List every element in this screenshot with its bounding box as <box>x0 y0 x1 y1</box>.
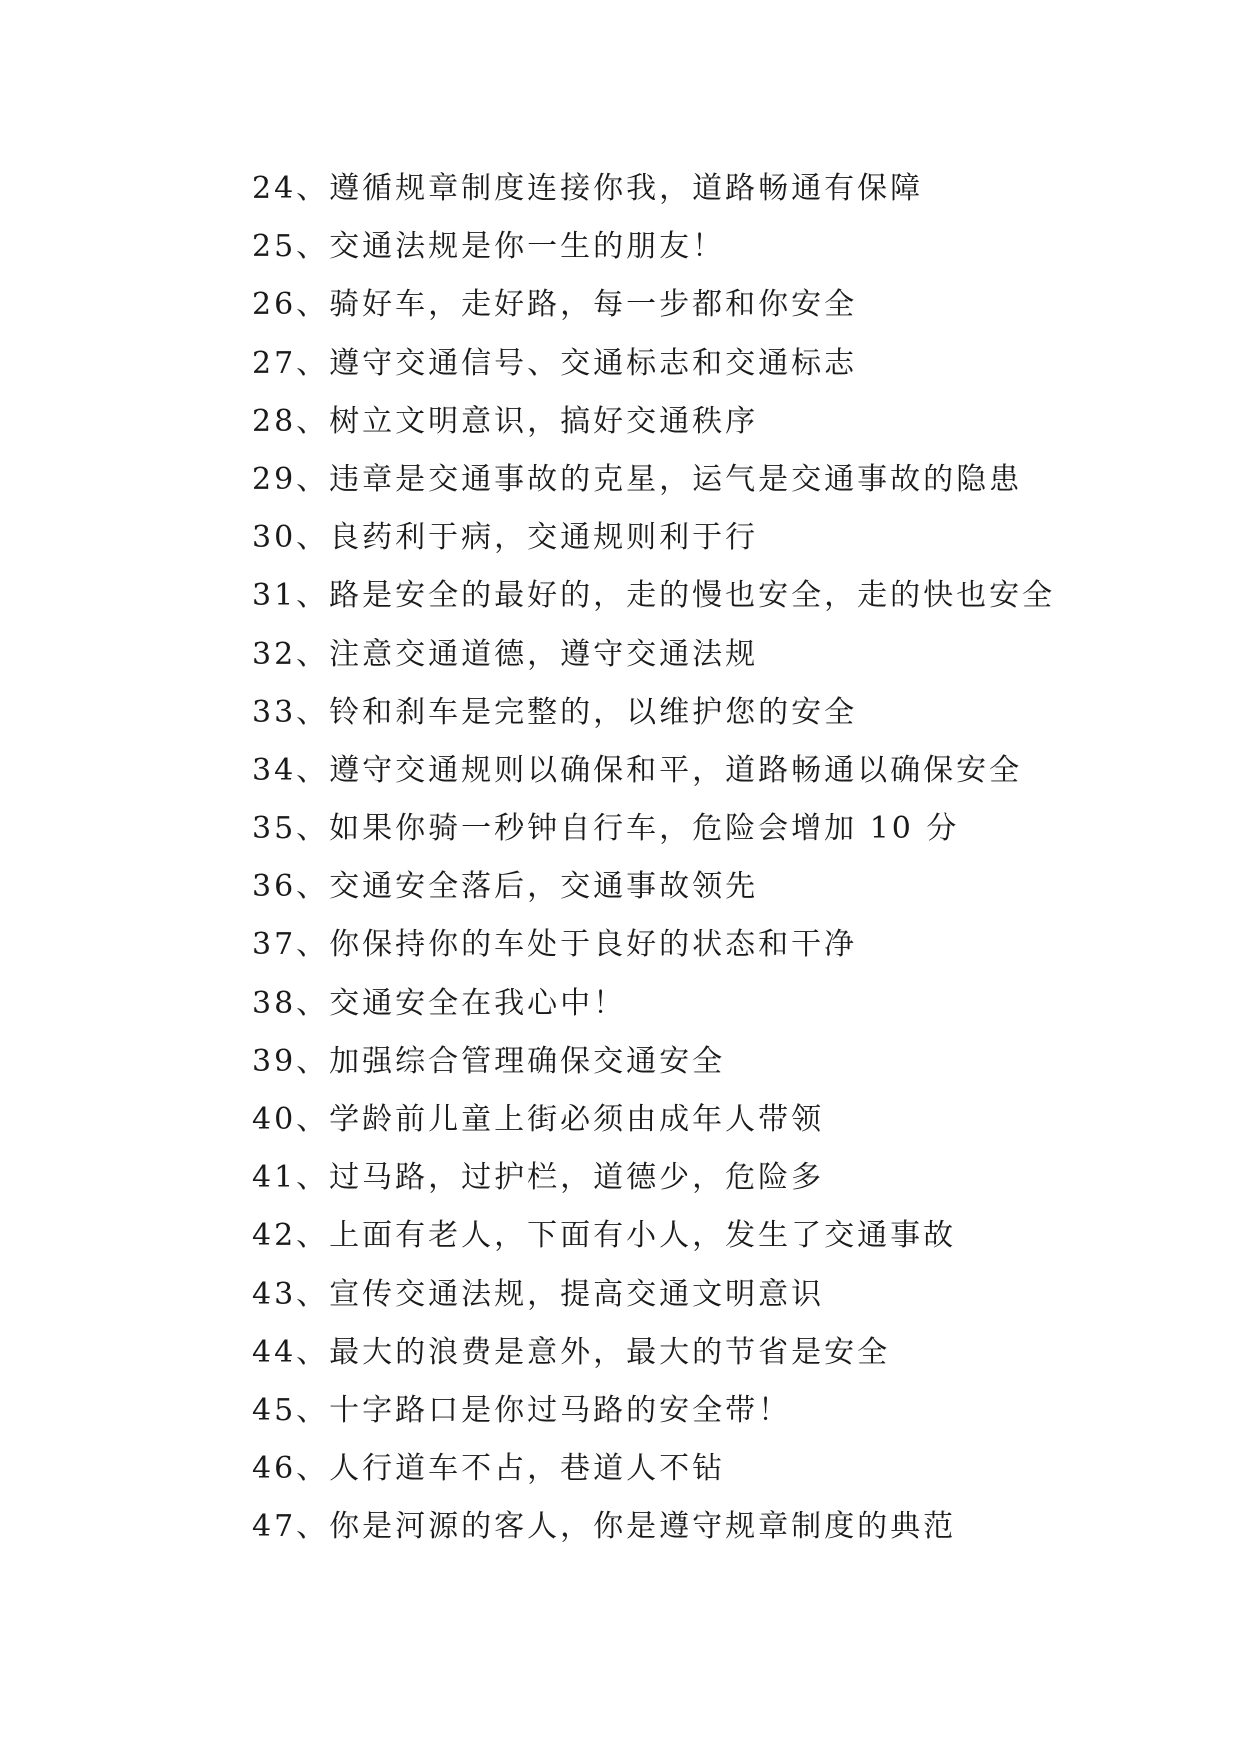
list-item: 34、遵守交通规则以确保和平，道路畅通以确保安全 <box>252 752 1023 788</box>
list-item: 45、十字路口是你过马路的安全带！ <box>252 1392 792 1428</box>
list-item: 41、过马路，过护栏，道德少，危险多 <box>252 1160 825 1196</box>
list-item: 32、注意交通道德，遵守交通法规 <box>252 636 759 672</box>
list-item: 30、良药利于病，交通规则利于行 <box>252 520 759 556</box>
list-item: 28、树立文明意识，搞好交通秩序 <box>252 403 759 439</box>
list-item: 38、交通安全在我心中！ <box>252 985 627 1021</box>
list-item: 26、骑好车，走好路，每一步都和你安全 <box>252 287 858 323</box>
list-item: 35、如果你骑一秒钟自行车，危险会增加 10 分 <box>252 811 960 847</box>
list-item: 31、路是安全的最好的，走的慢也安全，走的快也安全 <box>252 578 1056 614</box>
list-item: 27、遵守交通信号、交通标志和交通标志 <box>252 345 858 381</box>
list-item: 42、上面有老人，下面有小人，发生了交通事故 <box>252 1218 957 1254</box>
list-item: 39、加强综合管理确保交通安全 <box>252 1043 726 1079</box>
list-item: 24、遵循规章制度连接你我，道路畅通有保障 <box>252 171 924 206</box>
list-item: 37、你保持你的车处于良好的状态和干净 <box>252 927 858 963</box>
list-item: 43、宣传交通法规，提高交通文明意识 <box>252 1276 825 1312</box>
list-item: 46、人行道车不占，巷道人不钻 <box>252 1451 726 1487</box>
list-item: 33、铃和刹车是完整的，以维护您的安全 <box>252 694 858 730</box>
list-item: 40、学龄前儿童上街必须由成年人带领 <box>252 1102 825 1137</box>
list-item: 25、交通法规是你一生的朋友！ <box>252 229 726 265</box>
list-item: 44、最大的浪费是意外，最大的节省是安全 <box>252 1334 891 1370</box>
slogan-list <box>252 160 1152 1557</box>
list-item: 36、交通安全落后，交通事故领先 <box>252 869 759 905</box>
list-item: 29、违章是交通事故的克星，运气是交通事故的隐患 <box>252 461 1023 497</box>
list-item: 47、你是河源的客人，你是遵守规章制度的典范 <box>252 1509 957 1545</box>
